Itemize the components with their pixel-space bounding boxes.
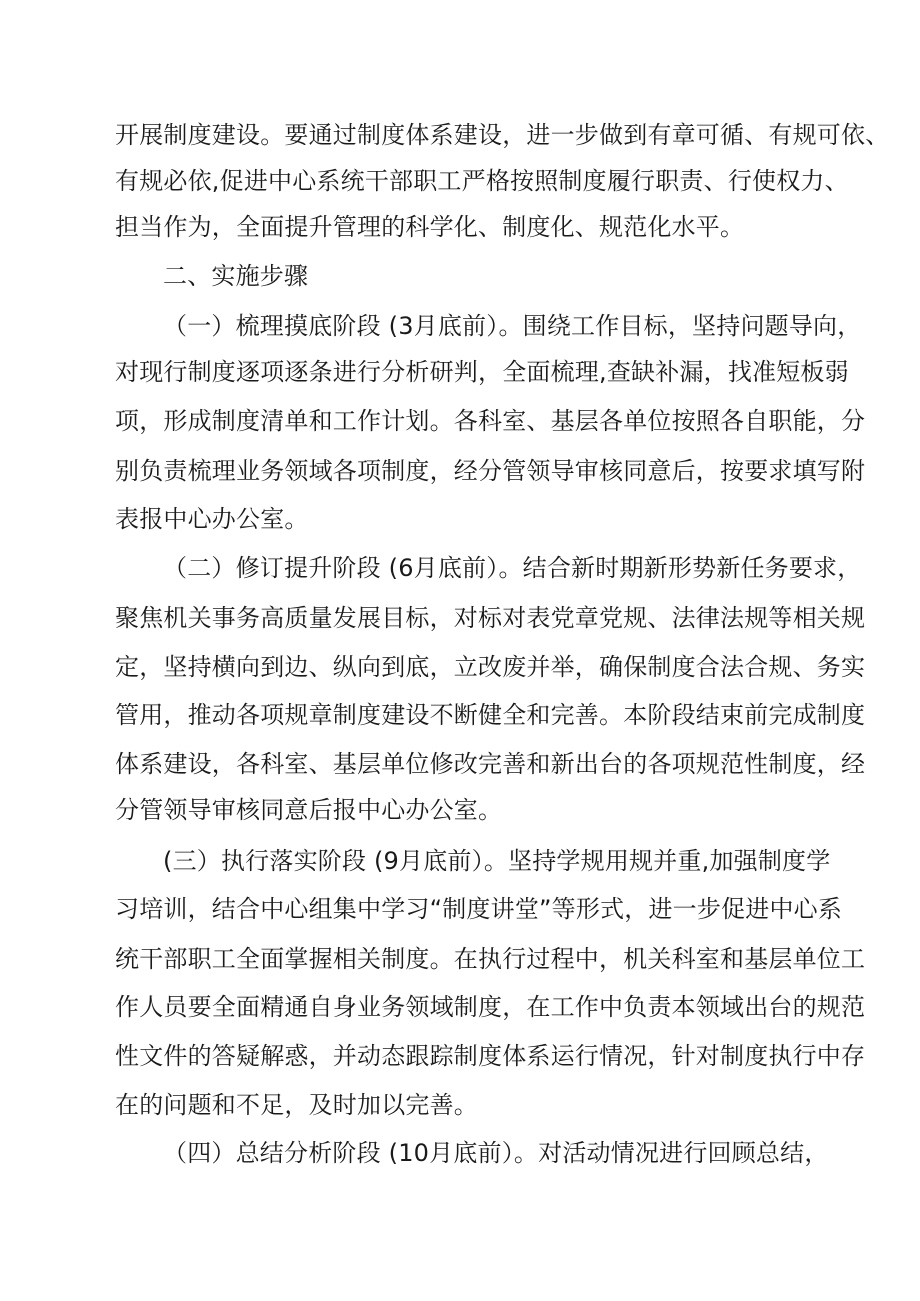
text-line: 在的问题和不足，及时加以完善。 [115, 1091, 478, 1119]
text-line: 统干部职工全面掌握相关制度。在执行过程中，机关科室和基层单位工 [115, 945, 866, 973]
text-line: 管用，推动各项规章制度建设不断健全和完善。本阶段结束前完成制度 [115, 701, 866, 729]
text-line: 性文件的答疑解惑，并动态跟踪制度体系运行情况，针对制度执行中存 [115, 1042, 866, 1070]
text-line: （一）梳理摸底阶段 (3月底前）。围绕工作目标，坚持问题导向， [163, 312, 862, 340]
text-line: 项，形成制度清单和工作计划。各科室、基层各单位按照各自职能，分 [115, 407, 866, 435]
text-line: 聚焦机关事务高质量发展目标，对标对表党章党规、法律法规等相关规 [115, 604, 866, 632]
text-line: 有规必依,促进中心系统干部职工严格按照制度履行职责、行使权力、 [115, 167, 849, 195]
text-line: 表报中心办公室。 [115, 505, 309, 533]
text-line: 体系建设，各科室、基层单位修改完善和新出台的各项规范性制度，经 [115, 750, 866, 778]
text-line: 对现行制度逐项逐条进行分析研判，全面梳理,查缺补漏，找准短板弱 [115, 358, 849, 386]
text-line: （二）修订提升阶段 (6月底前）。结合新时期新形势新任务要求， [163, 554, 862, 582]
text-line: 开展制度建设。要通过制度体系建设，进一步做到有章可循、有规可依、 [115, 121, 890, 149]
text-line: 担当作为，全面提升管理的科学化、制度化、规范化水平。 [115, 213, 745, 241]
text-line: (三）执行落实阶段 (9月底前）。坚持学规用规并重,加强制度学 [163, 847, 831, 875]
section-heading: 二、实施步骤 [163, 262, 309, 290]
text-line: 分管领导审核同意后报中心办公室。 [115, 796, 503, 824]
text-line: 定，坚持横向到边、纵向到底，立改废并举，确保制度合法合规、务实 [115, 653, 866, 681]
text-line: （四）总结分析阶段 (10月底前）。对活动情况进行回顾总结， [163, 1139, 829, 1167]
text-line: 习培训，结合中心组集中学习“制度讲堂”等形式，进一步促进中心系 [115, 895, 843, 923]
text-line: 别负责梳理业务领域各项制度，经分管领导审核同意后，按要求填写附 [115, 457, 866, 485]
text-line: 作人员要全面精通自身业务领域制度，在工作中负责本领域出台的规范 [115, 993, 866, 1021]
